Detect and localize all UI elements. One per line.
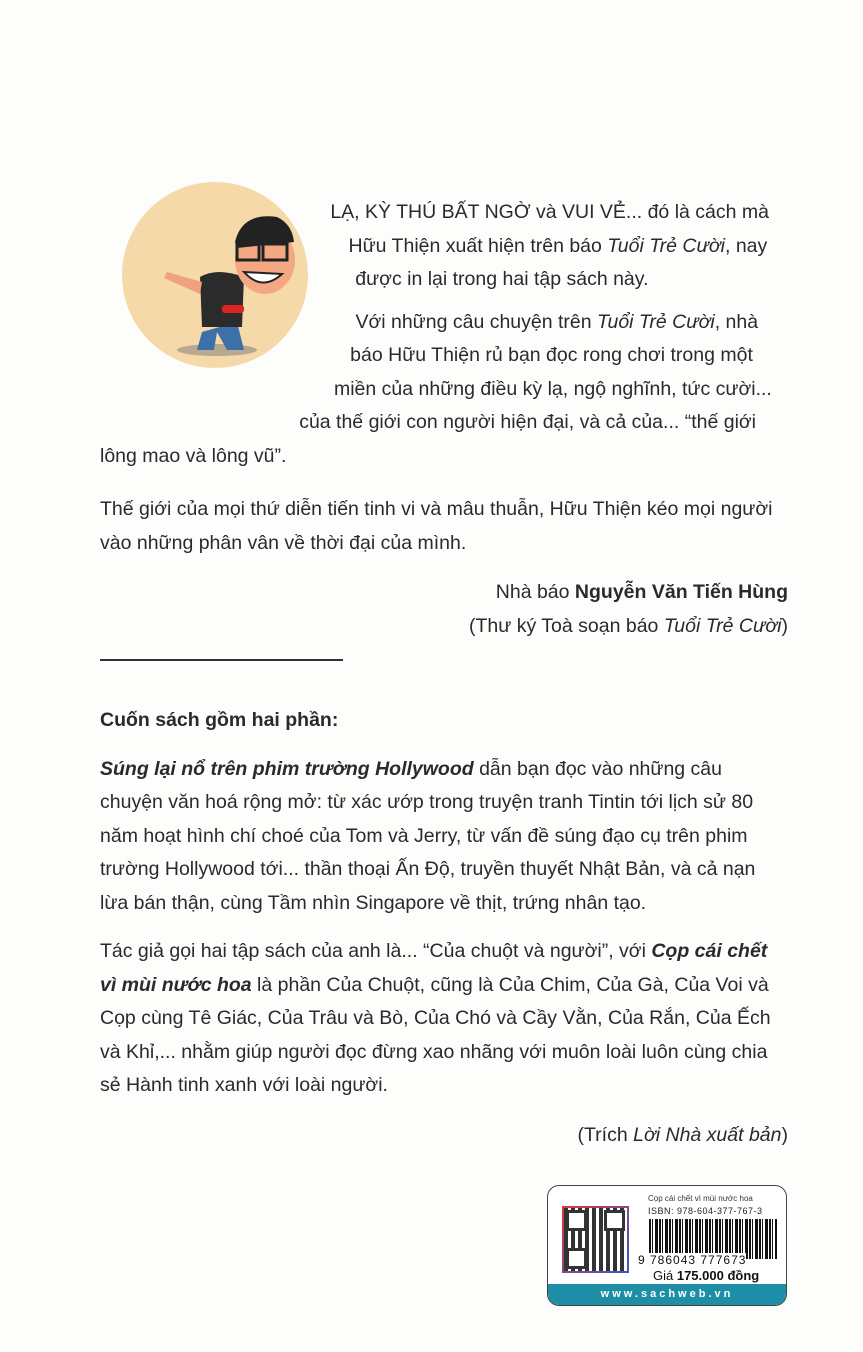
intro-paragraph-1: LẠ, KỲ THÚ BẤT NGỜ và VUI VẺ... đó là cách mà Hữu Thiện xuất hiện trên báo Tuổi Trẻ Cười, nay được in lại trong hai tập sách này.: [330, 201, 769, 290]
intro-paragraph-3: Thế giới của mọi thứ diễn tiến tinh vi và mâu thuẫn, Hữu Thiện kéo mọi người vào những phân vân về thời đại của mình.: [100, 498, 773, 554]
summary-heading: Cuốn sách gồm hai phần:: [100, 709, 339, 731]
divider: [100, 659, 343, 661]
author-caricature: [122, 182, 308, 368]
barcode-sticker: [547, 1185, 787, 1306]
summary-paragraph-1: Súng lại nổ trên phim trường Hollywood dẫn bạn đọc vào những câu chuyện văn hoá rộng mở: từ xác ướp trong truyện tranh Tintin tới lịch sử 80 năm hoạt hình chí choé của Tom và Jerry, từ vấn đề súng đạo cụ trên phim trường Hollywood tới... thần thoại Ấn Độ, truyền thuyết Nhật Bản, và cả nạn lừa bán thận, cùng Tầm nhìn Singapore về thịt, trứng nhân tạo.: [100, 757, 756, 914]
intro-section: [100, 196, 788, 643]
caricature-icon: [122, 182, 308, 368]
summary-source: (Trích Lời Nhà xuất bản): [577, 1123, 788, 1146]
author-avatar-wrap: [100, 196, 368, 411]
ean-number: 9 786043 777673: [638, 1253, 747, 1267]
price: Giá 175.000 đồng: [653, 1268, 760, 1283]
barcode-book-title: Cọp cái chết vì mùi nước hoa: [648, 1194, 753, 1203]
summary-section: [100, 704, 788, 1152]
website-url: www.sachweb.vn: [548, 1284, 786, 1305]
isbn: ISBN: 978-604-377-767-3: [648, 1206, 763, 1216]
qr-code-icon: [562, 1206, 629, 1273]
signature-name: Nhà báo Nguyễn Văn Tiến Hùng: [495, 581, 788, 603]
intro-paragraph-2: Với những câu chuyện trên Tuổi Trẻ Cười, nhà báo Hữu Thiện rủ bạn đọc rong chơi trong một miền của những điều kỳ lạ, ngộ nghĩnh, tức cười... của thế giới con người hiện đại, và cả của... “thế giới lông mao và lông vũ”.: [100, 310, 772, 467]
signature-role: (Thư ký Toà soạn báo Tuổi Trẻ Cười): [469, 614, 788, 637]
summary-paragraph-2: Tác giả gọi hai tập sách của anh là... “Của chuột và người”, với Cọp cái chết vì mùi nước hoa là phần Của Chuột, cũng là Của Chim, Của Gà, Của Voi và Cọp cùng Tê Giác, Của Trâu và Bò, Của Chó và Cầy Vằn, Của Rắn, Của Ếch và Khỉ,... nhằm giúp người đọc đừng xao nhãng với muôn loài luôn cùng chia sẻ Hành tinh xanh với loài người.: [100, 940, 771, 1096]
